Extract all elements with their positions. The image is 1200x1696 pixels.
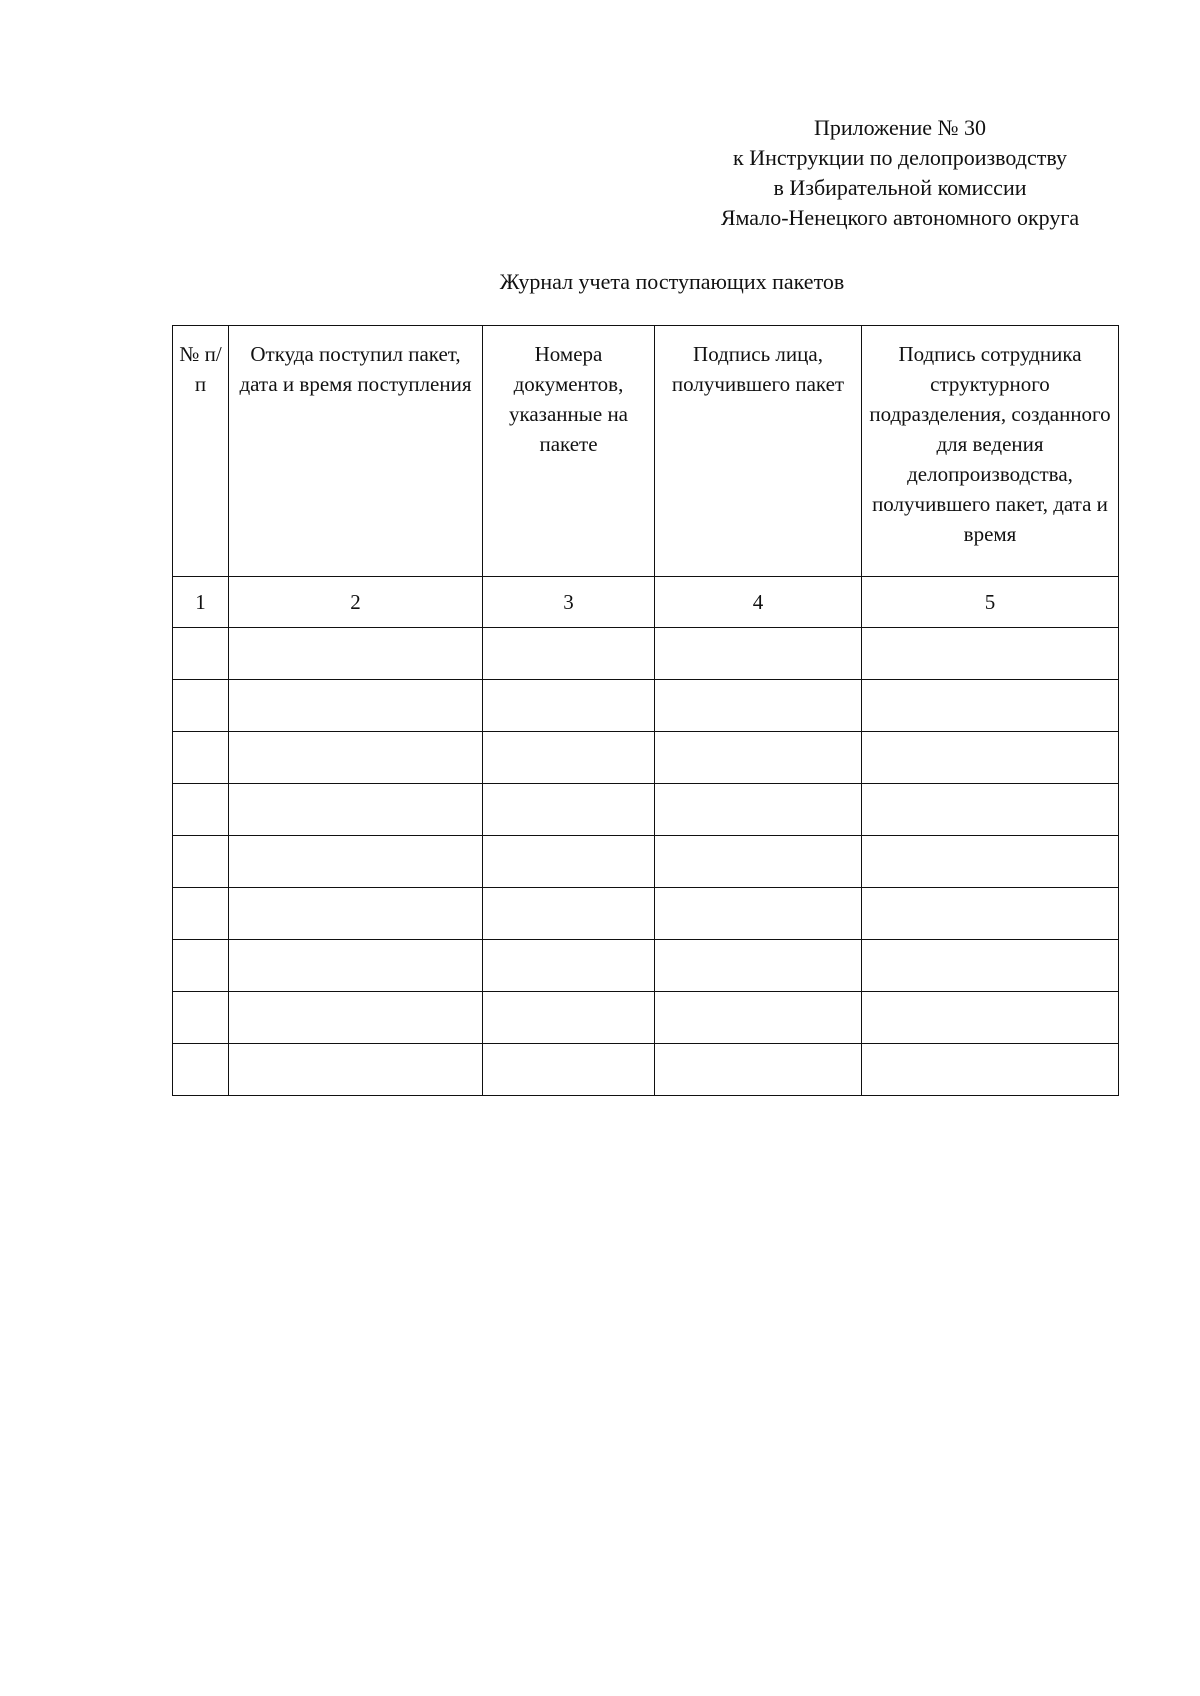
table-cell	[173, 940, 229, 992]
table-cell	[655, 992, 862, 1044]
table-cell	[655, 628, 862, 680]
table-cell	[483, 680, 655, 732]
table-cell	[655, 836, 862, 888]
table-cell	[483, 732, 655, 784]
table-cell	[483, 836, 655, 888]
column-number: 4	[655, 577, 862, 628]
table-cell	[483, 992, 655, 1044]
table-cell	[655, 784, 862, 836]
table-cell	[862, 732, 1119, 784]
appendix-line: к Инструкции по делопроизводству	[733, 145, 1067, 170]
table-cell	[483, 940, 655, 992]
journal-table	[172, 325, 1119, 1096]
appendix-line: Приложение № 30	[813, 115, 987, 140]
table-cell	[173, 836, 229, 888]
table-cell	[862, 1044, 1119, 1096]
table-cell	[655, 940, 862, 992]
column-number: 1	[173, 577, 229, 628]
table-cell	[173, 784, 229, 836]
table-cell	[862, 992, 1119, 1044]
table-cell	[173, 1044, 229, 1096]
document-title: Журнал учета поступающих пакетов	[499, 269, 845, 294]
appendix-header	[640, 113, 1160, 233]
header-row	[173, 326, 1119, 577]
column-number: 5	[862, 577, 1119, 628]
table-cell	[229, 1044, 483, 1096]
header-number: № п/п	[173, 326, 229, 577]
table-cell	[229, 732, 483, 784]
table-cell	[173, 732, 229, 784]
table-row	[173, 836, 1119, 888]
table-cell	[229, 628, 483, 680]
table-cell	[862, 888, 1119, 940]
table-row	[173, 992, 1119, 1044]
table-row	[173, 784, 1119, 836]
table-cell	[229, 992, 483, 1044]
table-cell	[173, 992, 229, 1044]
header-document-numbers: Номера документов, указанные на пакете	[483, 326, 655, 577]
table-row	[173, 888, 1119, 940]
appendix-line: Ямало-Ненецкого автономного округа	[720, 205, 1080, 230]
table-cell	[655, 1044, 862, 1096]
table-row	[173, 940, 1119, 992]
table-cell	[173, 888, 229, 940]
column-number-row	[173, 577, 1119, 628]
header-recipient-signature: Подпись лица, получившего пакет	[655, 326, 862, 577]
column-number: 2	[229, 577, 483, 628]
table-cell	[229, 784, 483, 836]
table-cell	[229, 836, 483, 888]
table-cell	[655, 888, 862, 940]
table-cell	[862, 680, 1119, 732]
table-row	[173, 680, 1119, 732]
table-cell	[173, 628, 229, 680]
table-cell	[655, 732, 862, 784]
table-cell	[862, 836, 1119, 888]
table-cell	[483, 1044, 655, 1096]
appendix-line: в Избирательной комиссии	[773, 175, 1027, 200]
table-cell	[862, 784, 1119, 836]
table-cell	[229, 888, 483, 940]
table-cell	[229, 680, 483, 732]
table-row	[173, 1044, 1119, 1096]
table-row	[173, 732, 1119, 784]
table-cell	[862, 628, 1119, 680]
table-cell	[229, 940, 483, 992]
table-cell	[173, 680, 229, 732]
table-cell	[483, 888, 655, 940]
header-source: Откуда поступил пакет, дата и время поступления	[229, 326, 483, 577]
table-cell	[862, 940, 1119, 992]
table-cell	[655, 680, 862, 732]
table-row	[173, 628, 1119, 680]
header-staff-signature: Подпись сотрудника структурного подразделения, созданного для ведения делопроизводства, получившего пакет, дата и время	[862, 326, 1119, 577]
table-cell	[483, 628, 655, 680]
column-number: 3	[483, 577, 655, 628]
table-cell	[483, 784, 655, 836]
